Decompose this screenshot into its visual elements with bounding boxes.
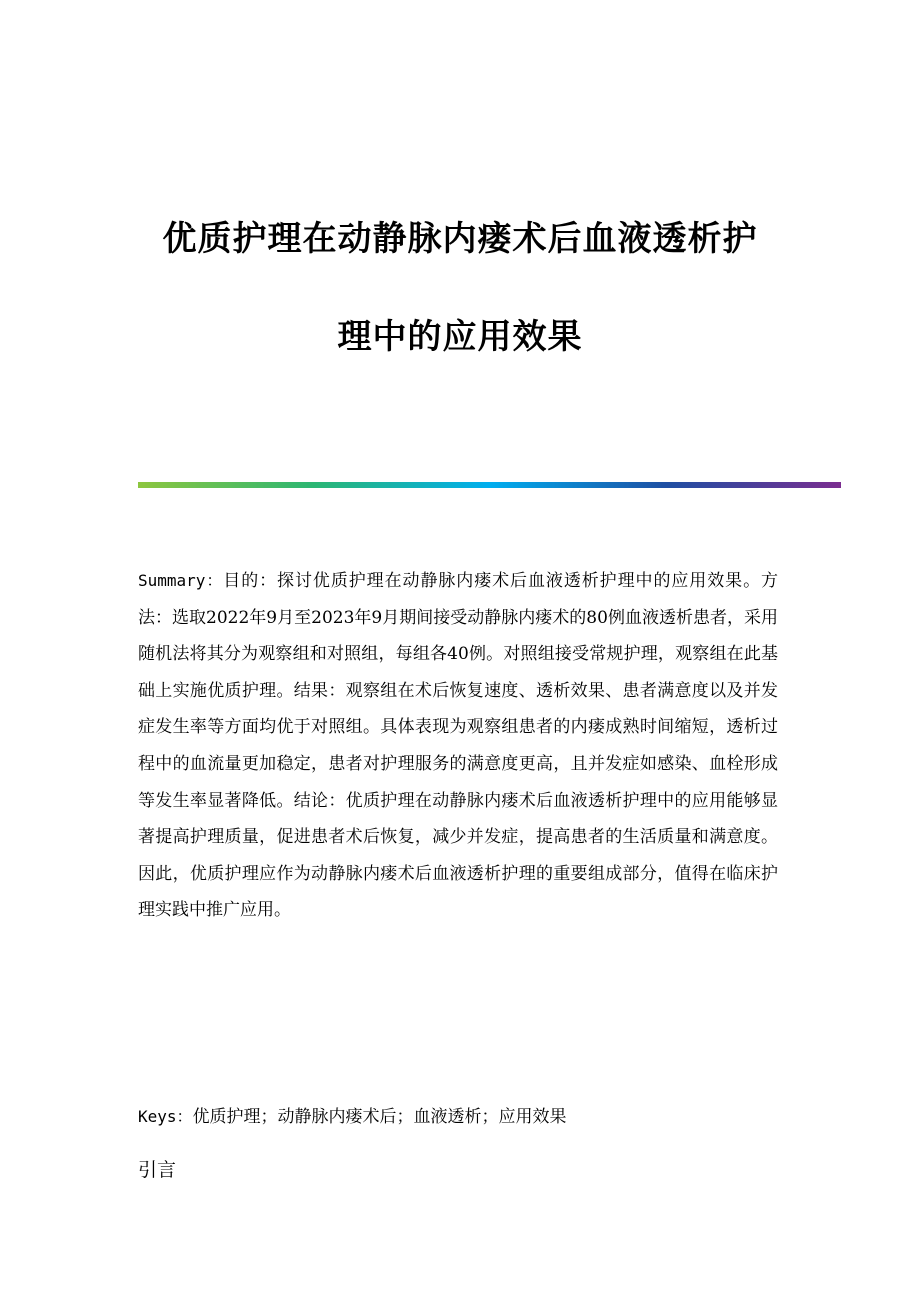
section-heading-introduction: 引言 — [138, 1159, 177, 1181]
title-line-1: 优质护理在动静脉内瘘术后血液透析护 — [162, 219, 758, 259]
document-title — [100, 190, 820, 386]
keys-text: 优质护理；动静脉内瘘术后；血液透析；应用效果 — [192, 1107, 567, 1127]
keywords-line — [138, 1100, 778, 1134]
gradient-divider — [138, 482, 841, 488]
summary-text: 目的：探讨优质护理在动静脉内瘘术后血液透析护理中的应用效果。方法：选取2022年9月至2023年9月期间接受动静脉内瘘术的80例血液透析患者，采用随机法将其分为观察组和对照组，每组各40例。对照组接受常规护理，观察组在此基础上实施优质护理。结果：观察组在术后恢复速度、透析效果、患者满意度以及并发症发生率等方面均优于对照组。具体表现为观察组患者的内瘘成熟时间缩短，透析过程中的血流量更加稳定，患者对护理服务的满意度更高，且并发症如感染、血栓形成等发生率显著降低。结论：优质护理在动静脉内瘘术后血液透析护理中的应用能够显著提高护理质量，促进患者术后恢复，减少并发症，提高患者的生活质量和满意度。因此，优质护理应作为动静脉内瘘术后血液透析护理的重要组成部分，值得在临床护理实践中推广应用。 — [138, 571, 778, 921]
keys-label: Keys： — [138, 1107, 193, 1126]
summary-label: Summary： — [138, 571, 224, 590]
title-line-2: 理中的应用效果 — [337, 317, 583, 357]
summary-paragraph — [138, 563, 778, 929]
